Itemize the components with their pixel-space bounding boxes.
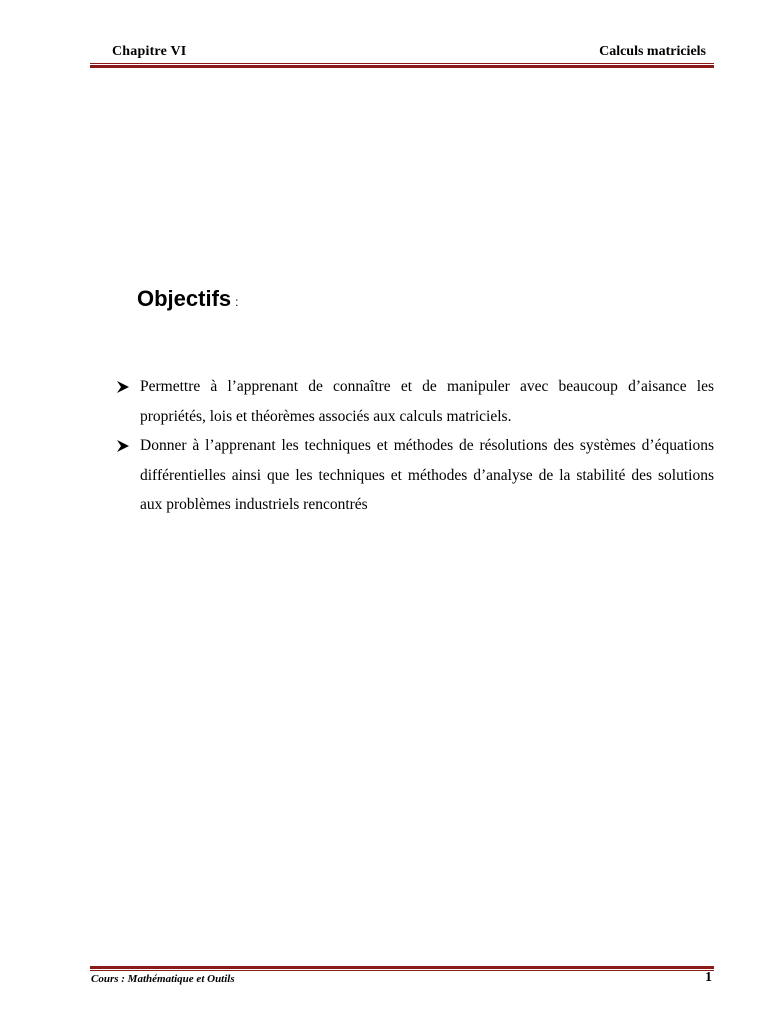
list-item <box>114 372 714 431</box>
list-item-text: Permettre à l’apprenant de connaître et de manipuler avec beaucoup d’aisance les propriétés, lois et théorèmes associés aux calculs matriciels. <box>140 378 714 425</box>
page-header <box>90 44 714 62</box>
section-title-colon: : <box>235 295 239 309</box>
list-item-text: Donner à l’apprenant les techniques et méthodes de résolutions des systèmes d’équations différentielles ainsi que les techniques et méthodes d’analyse de la stabilité des solutions aux problèmes industriels rencontrés <box>140 437 714 513</box>
chapter-topic: Calculs matriciels <box>599 44 706 59</box>
list-item <box>114 431 714 520</box>
header-rule-thick <box>90 65 714 68</box>
section-title-text: Objectifs <box>137 286 232 311</box>
page-number: 1 <box>705 970 712 985</box>
section-title <box>137 286 238 312</box>
objectives-list <box>114 372 714 520</box>
header-rule-thin <box>90 63 714 64</box>
footer-rule-thin <box>90 970 714 971</box>
footer-rule-thick <box>90 966 714 969</box>
course-title: Cours : Mathématique et Outils <box>91 973 235 985</box>
arrowhead-bullet-icon <box>116 439 130 453</box>
chapter-label: Chapitre VI <box>112 44 187 59</box>
arrowhead-bullet-icon <box>116 380 130 394</box>
